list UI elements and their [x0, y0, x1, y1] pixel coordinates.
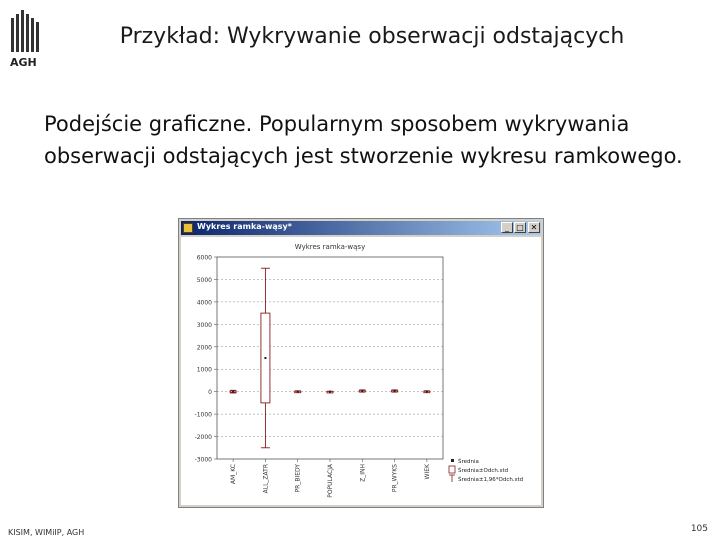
slide-body: Podejście graficzne. Popularnym sposobem wykrywania obserwacji odstających jest stworzenie wykresu ramkowego. — [44, 112, 683, 168]
plot-area — [181, 237, 541, 505]
minimize-button[interactable]: _ — [501, 222, 513, 233]
x-tick-label: POPULACJA — [327, 464, 334, 498]
window-titlebar[interactable] — [181, 221, 541, 235]
mean-marker — [329, 391, 331, 393]
x-tick-label: WIEK — [423, 464, 431, 480]
mean-marker — [361, 390, 363, 392]
y-tick-label: 3000 — [196, 321, 212, 329]
legend-label: Średnia±1,96*Odch.std — [458, 477, 524, 483]
y-tick-label: 0 — [208, 389, 212, 397]
legend-label: Średnia — [458, 459, 479, 465]
mean-marker — [297, 391, 299, 393]
x-tick-label: AM_KC — [230, 464, 238, 485]
chart-title: Wykres ramka-wąsy — [294, 243, 366, 251]
svg-text:AGH: AGH — [10, 56, 37, 68]
slide-footer: KISIM, WIMiIP, AGH — [8, 528, 85, 537]
mean-marker — [264, 357, 266, 359]
y-tick-label: -2000 — [194, 434, 212, 442]
mean-marker — [232, 391, 234, 393]
x-tick-label: ALL_ZATR — [262, 464, 270, 494]
slide-title: Przykład: Wykrywanie obserwacji odstających — [119, 24, 625, 49]
y-tick-label: 2000 — [196, 344, 212, 352]
plot-frame — [217, 257, 443, 459]
boxplot-chart — [181, 237, 541, 505]
y-tick-label: 6000 — [196, 254, 212, 262]
x-tick-label: PR_BIEDY — [294, 464, 302, 493]
chart-window[interactable] — [178, 218, 544, 508]
legend-marker-box — [449, 466, 455, 473]
close-button[interactable]: ✕ — [528, 222, 540, 233]
x-tick-label: Z_INH — [359, 464, 367, 482]
mean-marker — [394, 390, 396, 392]
y-tick-label: 1000 — [196, 366, 212, 374]
page-number: 105 — [690, 524, 708, 534]
legend-label: Średnia±Odch.std — [458, 468, 509, 474]
window-app-icon — [183, 223, 193, 233]
y-tick-label: 4000 — [196, 299, 212, 307]
maximize-button[interactable]: □ — [514, 222, 526, 233]
agh-logo — [8, 8, 48, 68]
y-tick-label: -1000 — [194, 411, 212, 419]
window-title: Wykres ramka-wąsy* — [197, 222, 292, 231]
legend-marker-mean — [451, 459, 454, 462]
y-tick-label: -3000 — [194, 456, 212, 464]
y-tick-label: 5000 — [196, 276, 212, 284]
x-tick-label: PR_WYKS — [391, 464, 399, 493]
mean-marker — [426, 391, 428, 393]
